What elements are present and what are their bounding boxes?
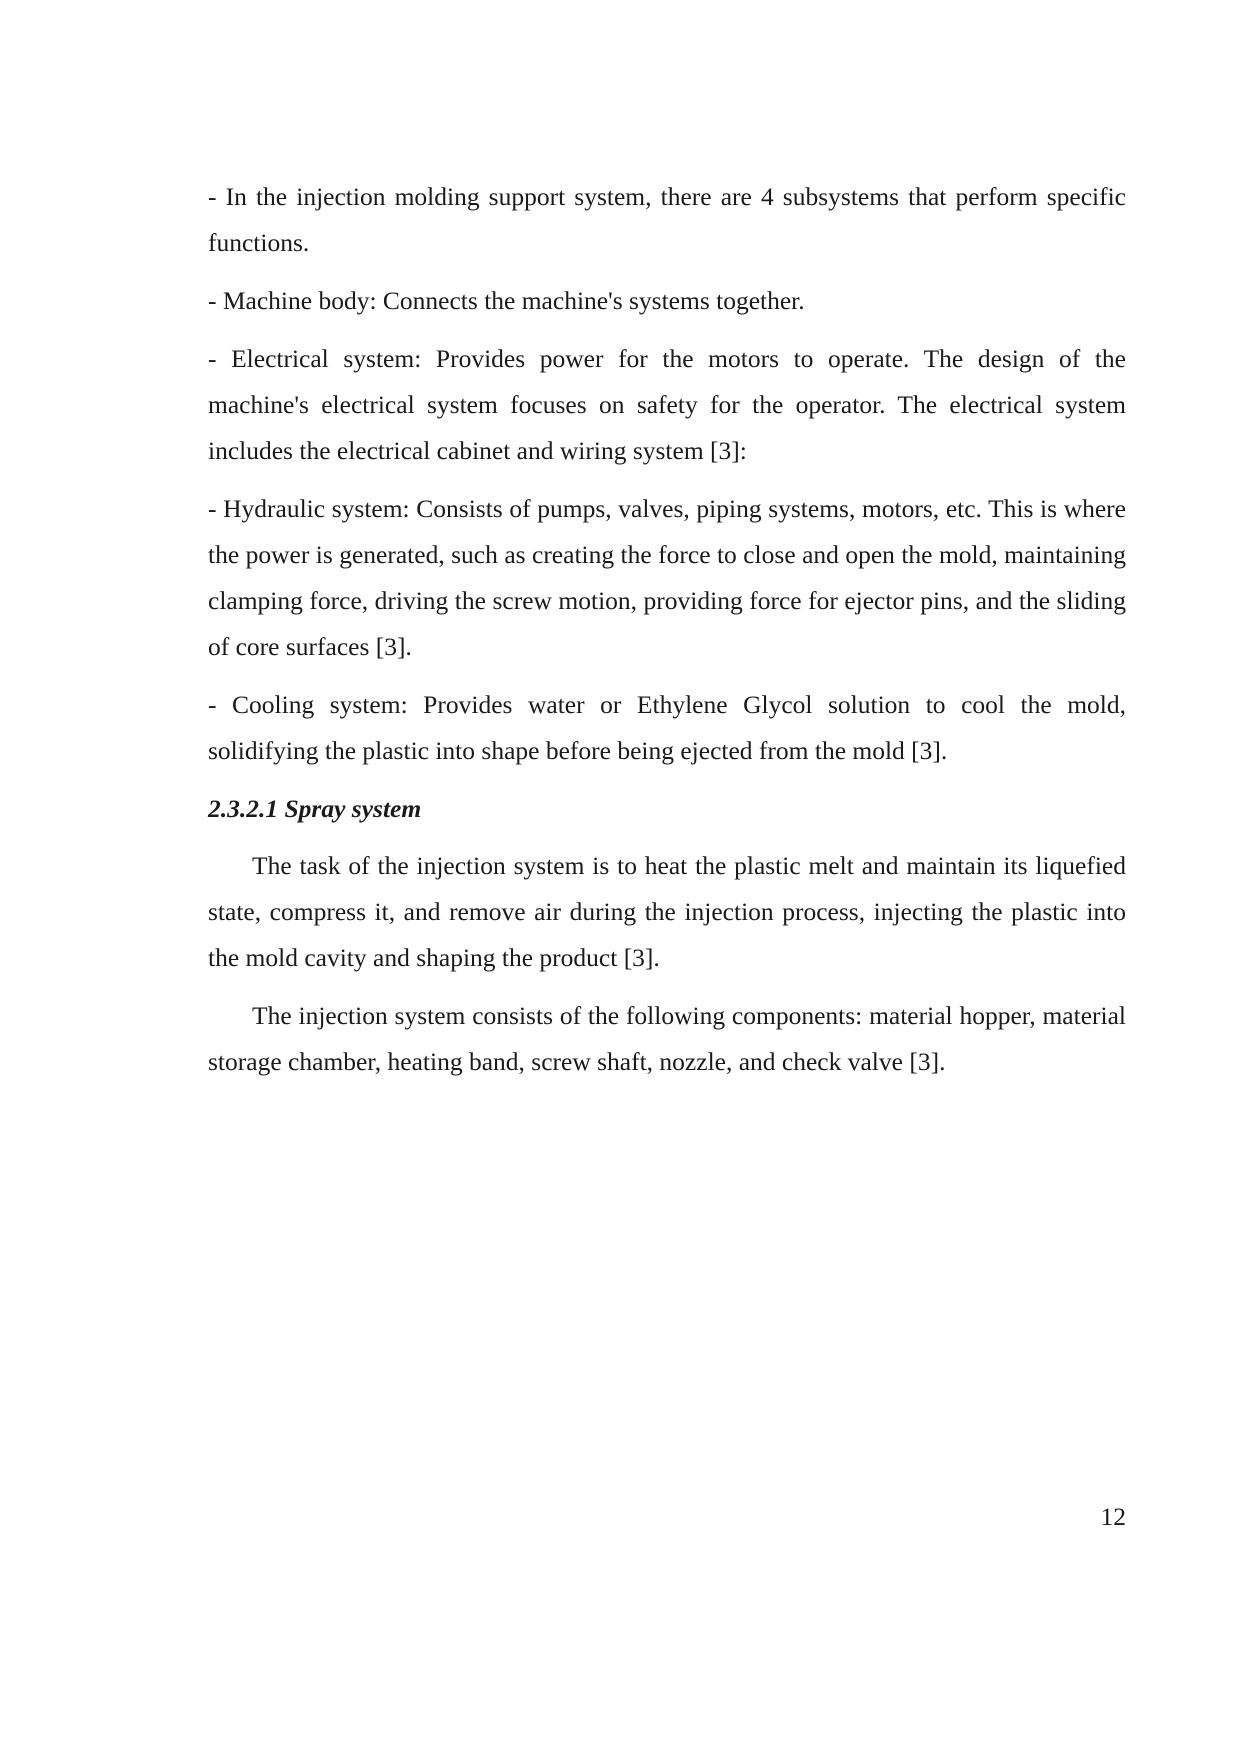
- paragraph-machine-body: - Machine body: Connects the machine's systems together.: [208, 286, 805, 315]
- section-heading: 2.3.2.1 Spray system: [208, 794, 422, 823]
- paragraph-electrical-system: - Electrical system: Provides power for the motors to operate. The design of the machine's electrical system focuses on safety for the operator. The electrical system includes the electrical cabinet and wiring system [3]:: [208, 344, 1126, 465]
- paragraph-cooling-system: - Cooling system: Provides water or Ethylene Glycol solution to cool the mold, solidifying the plastic into shape before being ejected from the mold [3].: [208, 690, 1126, 765]
- page-content: [208, 174, 1126, 1097]
- paragraph-hydraulic-system: - Hydraulic system: Consists of pumps, valves, piping systems, motors, etc. This is where the power is generated, such as creating the force to close and open the mold, maintaining clamping force, driving the screw motion, providing force for ejector pins, and the sliding of core surfaces [3].: [208, 494, 1126, 661]
- paragraph-injection-task: The task of the injection system is to heat the plastic melt and maintain its liquefied state, compress it, and remove air during the injection process, injecting the plastic into the mold cavity and shaping the product [3].: [208, 851, 1126, 972]
- paragraph-injection-components: The injection system consists of the following components: material hopper, material storage chamber, heating band, screw shaft, nozzle, and check valve [3].: [208, 1001, 1126, 1076]
- page-number: 12: [1100, 1502, 1126, 1531]
- paragraph-subsystems-intro: - In the injection molding support system, there are 4 subsystems that perform specific functions.: [208, 182, 1126, 257]
